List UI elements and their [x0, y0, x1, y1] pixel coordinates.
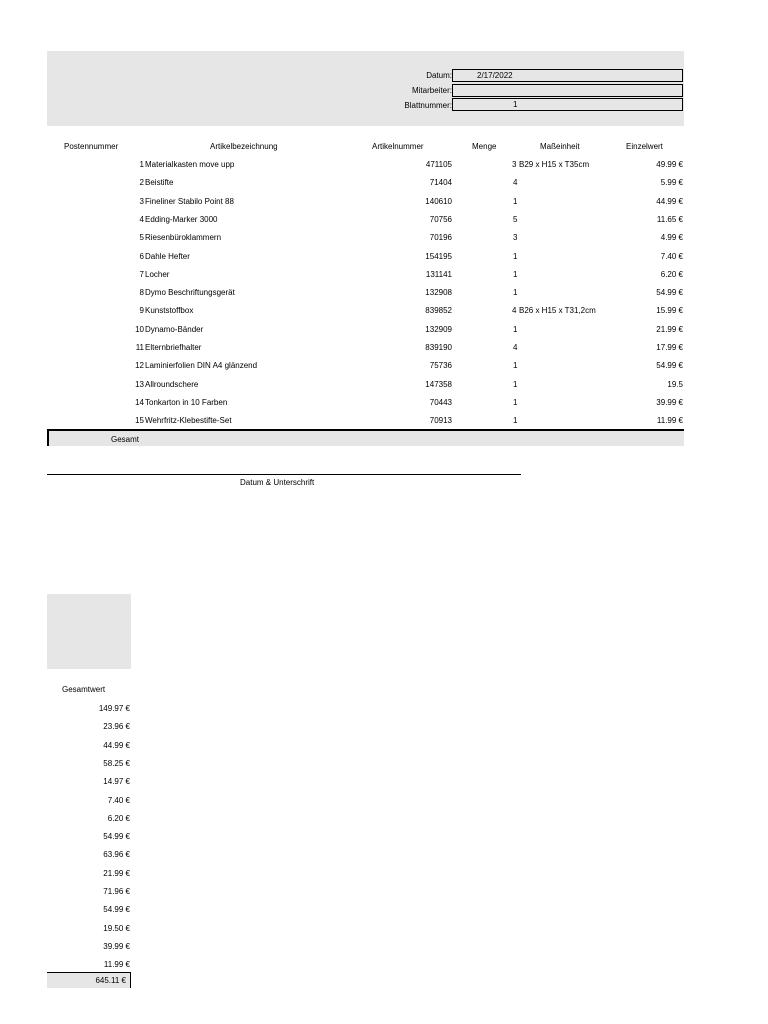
row-quantity: 1 — [513, 361, 518, 371]
date-field[interactable] — [452, 69, 683, 82]
row-unit-price: 49.99 € — [656, 160, 683, 169]
column-header-article-number: Artikelnummer — [372, 142, 424, 151]
row-article-name: Dymo Beschriftungsgerät — [145, 288, 235, 298]
row-quantity: 1 — [513, 324, 518, 334]
row-article-name: Elternbriefhalter — [145, 343, 202, 352]
row-quantity: 1 — [513, 251, 518, 261]
grand-total-cell — [47, 972, 131, 988]
row-unit-price: 4.99 € — [660, 233, 683, 243]
row-quantity: 4 — [513, 343, 518, 352]
total-value: 23.96 € — [103, 722, 130, 732]
total-value: 21.99 € — [103, 868, 130, 878]
table-row[interactable] — [0, 178, 768, 196]
row-quantity: 1 — [513, 269, 518, 279]
total-label: Gesamt — [111, 435, 140, 444]
row-unit-price: 21.99 € — [656, 324, 683, 334]
row-article-name: Dahle Hefter — [145, 251, 190, 261]
row-number: 13 — [135, 379, 144, 389]
row-number: 8 — [139, 288, 144, 298]
total-value: 11.99 € — [103, 960, 130, 970]
row-article-number: 71404 — [429, 178, 452, 188]
total-value: 14.97 € — [103, 777, 130, 787]
total-band — [47, 429, 684, 446]
table-row[interactable] — [0, 288, 768, 306]
row-article-name: Edding-Marker 3000 — [145, 214, 218, 224]
row-quantity: 5 — [513, 214, 518, 224]
column-header-position: Postennummer — [64, 142, 119, 151]
table-row[interactable] — [0, 380, 768, 398]
row-article-number: 839852 — [425, 306, 452, 316]
total-value: 54.99 € — [103, 832, 130, 842]
date-value: 2/17/2022 — [477, 71, 513, 80]
row-article-number: 131141 — [425, 269, 452, 279]
row-number: 5 — [139, 233, 144, 243]
table-row[interactable] — [0, 361, 768, 379]
table-row[interactable] — [0, 160, 768, 178]
row-dimensions: B29 x H15 x T35cm — [519, 160, 590, 169]
row-quantity: 1 — [513, 379, 518, 389]
sheet-number-label: Blattnummer: — [404, 101, 452, 110]
column-header-unit: Maßeinheit — [540, 142, 580, 151]
table-row[interactable] — [0, 252, 768, 270]
row-unit-price: 54.99 € — [656, 361, 683, 371]
row-quantity: 1 — [513, 288, 518, 298]
table-row[interactable] — [0, 233, 768, 251]
row-article-number: 154195 — [425, 251, 452, 261]
table-row[interactable] — [0, 325, 768, 343]
total-value: 71.96 € — [103, 887, 130, 896]
grand-total-value: 645.11 € — [95, 976, 126, 985]
row-quantity: 4 — [513, 178, 518, 188]
row-unit-price: 11.65 € — [656, 214, 683, 224]
total-value: 6.20 € — [107, 813, 130, 823]
row-quantity: 1 — [513, 416, 518, 426]
row-number: 2 — [139, 178, 144, 188]
row-article-number: 839190 — [425, 343, 452, 352]
column-header-article-name: Artikelbezeichnung — [210, 142, 278, 151]
row-article-number: 70913 — [429, 416, 452, 426]
row-number: 3 — [139, 196, 144, 206]
row-unit-price: 19.5 — [667, 379, 683, 389]
row-article-number: 147358 — [425, 379, 452, 389]
table-row[interactable] — [0, 306, 768, 324]
total-value: 44.99 € — [103, 740, 130, 750]
table-row[interactable] — [0, 343, 768, 361]
row-number: 9 — [139, 306, 144, 316]
total-value-header: Gesamtwert — [62, 685, 106, 694]
sheet-number-field[interactable] — [452, 98, 683, 111]
signature-line — [47, 474, 521, 475]
row-unit-price: 5.99 € — [660, 178, 683, 188]
row-number: 12 — [135, 361, 144, 371]
table-row[interactable] — [0, 215, 768, 233]
row-article-name: Beistifte — [145, 178, 174, 188]
row-article-number: 70196 — [429, 233, 452, 243]
row-number: 14 — [135, 397, 144, 407]
row-number: 11 — [135, 343, 144, 352]
total-value: 63.96 € — [103, 850, 130, 860]
row-number: 7 — [139, 269, 144, 279]
row-article-name: Wehrfritz-Klebestifte-Set — [145, 416, 232, 426]
total-value: 149.97 € — [98, 704, 130, 713]
row-article-number: 70756 — [429, 214, 452, 224]
total-value: 58.25 € — [103, 758, 130, 768]
table-row[interactable] — [0, 398, 768, 416]
total-value: 39.99 € — [103, 941, 130, 951]
row-article-number: 75736 — [429, 361, 452, 371]
employee-field[interactable] — [452, 84, 683, 97]
row-unit-price: 44.99 € — [656, 196, 683, 206]
row-unit-price: 11.99 € — [656, 416, 683, 426]
row-article-name: Materialkasten move upp — [145, 160, 235, 169]
total-value: 7.40 € — [107, 795, 130, 805]
column-header-unit-price: Einzelwert — [626, 142, 663, 151]
row-article-name: Tonkarton in 10 Farben — [145, 397, 228, 407]
date-label: Datum: — [426, 71, 452, 80]
table-row[interactable] — [0, 270, 768, 288]
row-number: 4 — [139, 214, 144, 224]
row-number: 15 — [135, 416, 144, 426]
row-article-name: Dynamo-Bänder — [145, 324, 204, 334]
row-article-number: 471105 — [425, 160, 452, 169]
row-article-number: 140610 — [425, 196, 452, 206]
column-header-quantity: Menge — [472, 142, 497, 151]
total-value: 19.50 € — [103, 923, 130, 933]
row-unit-price: 39.99 € — [656, 397, 683, 407]
row-unit-price: 17.99 € — [656, 343, 683, 352]
row-quantity: 4 — [512, 306, 517, 316]
total-value: 54.99 € — [103, 905, 130, 915]
row-article-number: 132909 — [425, 324, 452, 334]
row-unit-price: 54.99 € — [656, 288, 683, 298]
row-quantity: 3 — [512, 160, 517, 169]
row-article-name: Laminierfolien DIN A4 glänzend — [145, 361, 258, 371]
row-quantity: 1 — [513, 397, 518, 407]
row-article-name: Fineliner Stabilo Point 88 — [145, 196, 234, 206]
row-number: 6 — [139, 251, 144, 261]
row-article-name: Riesenbüroklammern — [145, 233, 222, 243]
signature-label: Datum & Unterschrift — [240, 478, 315, 487]
row-unit-price: 6.20 € — [660, 269, 683, 279]
row-article-name: Locher — [145, 269, 170, 279]
row-article-name: Kunststoffbox — [145, 306, 194, 316]
row-quantity: 3 — [513, 233, 518, 243]
row-article-number: 132908 — [425, 288, 452, 298]
row-number: 10 — [135, 324, 144, 334]
table-row[interactable] — [0, 197, 768, 215]
row-article-number: 70443 — [429, 397, 452, 407]
row-article-name: Allroundschere — [145, 379, 199, 389]
row-unit-price: 15.99 € — [656, 306, 683, 316]
row-unit-price: 7.40 € — [660, 251, 683, 261]
row-quantity: 1 — [513, 196, 518, 206]
row-dimensions: B26 x H15 x T31,2cm — [519, 306, 596, 316]
gray-header-cell — [47, 594, 131, 669]
row-number: 1 — [139, 160, 144, 169]
sheet-number-value: 1 — [513, 100, 518, 109]
employee-label: Mitarbeiter: — [411, 86, 452, 95]
